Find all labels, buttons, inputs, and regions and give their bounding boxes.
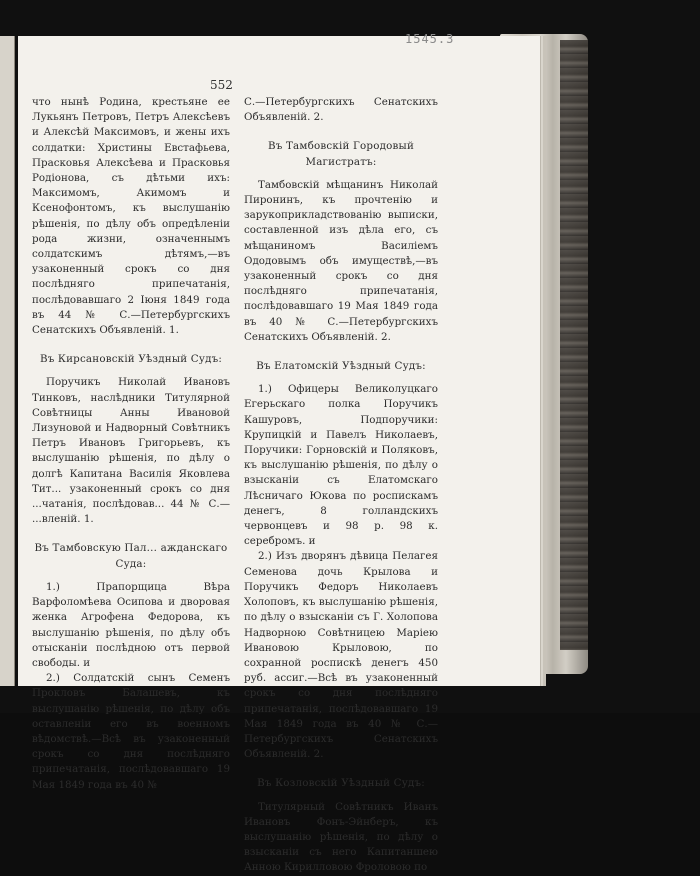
left-column (32, 95, 230, 793)
section-heading: Въ Кирсановскій Уѣздный Судъ: (39, 353, 223, 366)
section-heading: Въ Козловскій Уѣздный Судъ: (257, 777, 425, 790)
paragraph: 2.) Солдатскій сынъ Семенъ Прокловъ Балашевъ, къ выслушанію рѣшенія, по дѣлу объ оставленіи его въ военномъ вѣдомствѣ.—Всѣ въ узаконенный срокъ со дня послѣдняго припечатанія, послѣдовавшаго 19 Мая 1849 года въ 40 № (32, 672, 230, 791)
accession-mark: 1545.3 (405, 32, 455, 46)
paragraph: 1.) Прапорщица Вѣра Варфоломѣева Осипова и дворовая женка Агрофена Федорова, къ выслушанію рѣшенія, по дѣлу объ отысканіи послѣдною отъ первой свободы. и (32, 580, 230, 669)
paragraph: Тамбовскій мѣщанинъ Николай Пиронинъ, къ прочтенію и зарукоприкладствованію выписки, составленной изъ дѣла его, съ мѣщаниномъ Василіемъ Ододовымъ объ имуществѣ,—въ узаконенный срокъ со дня послѣдняго припечатанія, послѣдовавшаго 19 Мая 1849 года въ 40 № С.—Петербургскихъ Сенатскихъ Объявленій. 2. (244, 178, 438, 343)
right-column (244, 95, 438, 876)
paragraph: 2.) Изъ дворянъ дѣвица Пелагея Семенова дочь Крылова и Поручикъ Федоръ Николаевъ Холоповъ, къ выслушанію рѣшенія, по дѣлу о взысканіи съ Г. Холопова Надворною Совѣтницею Маріею Ивановою Крыловою, по сохранной роспискѣ денегъ 450 руб. ассиг.—Всѣ въ узаконенный срокъ со дня послѣдняго припечатанія, послѣдовавшаго 19 Мая 1849 года въ 40 № С.—Петербургскихъ Сенатскихъ Объявленій. 2. (244, 550, 438, 761)
paragraph: С.—Петербургскихъ Сенатскихъ Объявленій. 2. (244, 96, 438, 124)
left-page-edge (0, 36, 15, 686)
page-number: 552 (210, 78, 233, 92)
section-heading: Въ Тамбовскій Городовый Магистратъ: (267, 140, 415, 168)
section-heading: Въ Тамбовскую Пал... ажданскаго Суда: (34, 542, 228, 570)
paragraph: что нынѣ Родина, крестьяне ее Лукьянъ Петровъ, Петръ Алексѣевъ и Алексѣй Максимовъ, и жены ихъ солдатки: Христины Евстафьева, Прасковья Алексѣева и Прасковья Родіонова, съ дѣтьми ихъ: Максимомъ, Акимомъ и Ксенофонтомъ, къ выслушанію рѣшенія, по дѣлу объ опредѣленіи рода жизни, означеннымъ солдатскимъ дѣтямъ,—въ узаконенный срокъ со дня послѣдняго припечатанія, послѣдовавшаго 2 Іюня 1849 года въ 44 № С.—Петербургскихъ Сенатскихъ Объявленій. 1. (32, 96, 230, 337)
paragraph: 1.) Офицеры Великолуцкаго Егерьскаго полка Поручикъ Кашуровъ, Подпоручики: Крупицкій и Павелъ Николаевъ, Поручики: Горновскій и Поляковъ, къ выслушанію рѣшенія, по дѣлу о взысканіи съ Елатомскаго Лѣсничаго Юкова по роспискамъ денегъ, 8 голландскихъ червонцевъ и 98 р. 98 к. серебромъ. и (244, 383, 438, 548)
paragraph: Титулярный Совѣтникъ Иванъ Ивановъ Фонъ-Эйнберъ, къ выслушанію рѣшенія, по дѣлу о взысканіи съ него Капитаншею Анною Кирилловою Фроловою по (244, 800, 438, 874)
section-heading: Въ Елатомскій Уѣздный Судъ: (256, 360, 426, 373)
paragraph: Поручикъ Николай Ивановъ Тинковъ, наслѣдники Титулярной Совѣтницы Анны Ивановой Лизуновой и Надворный Совѣтникъ Петръ Ивановъ Григорьевъ, къ выслушанію рѣшенія, по дѣлу о долгѣ Капитана Василія Яковлева Тит... узаконенный срокъ со дня ...чатанія, послѣдовав... 44 № С.— ...вленій. 1. (32, 376, 230, 526)
book-binding (560, 40, 588, 650)
